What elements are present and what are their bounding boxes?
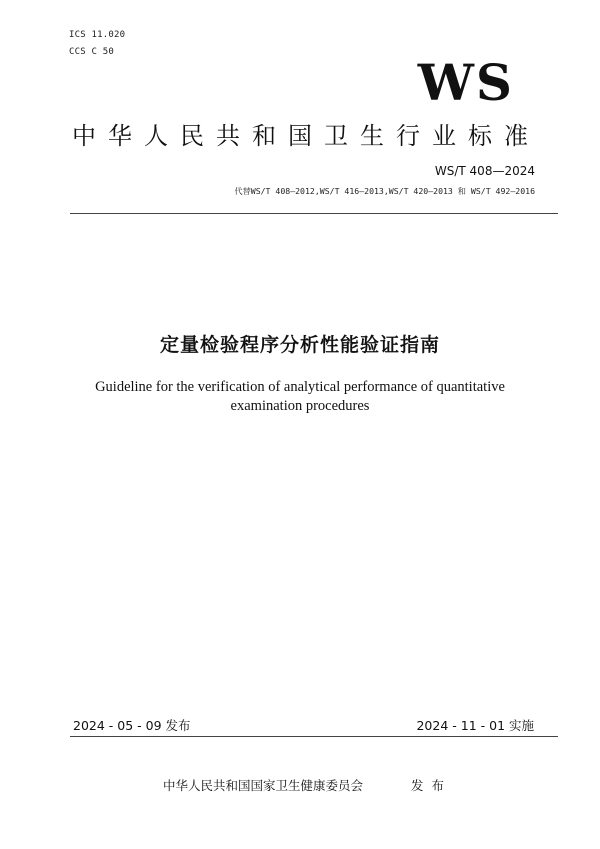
publisher: 中华人民共和国国家卫生健康委员会 xyxy=(163,778,364,793)
standard-category: 中华人民共和国卫生行业标准 xyxy=(72,122,540,150)
issue-date: 2024 - 05 - 09 发布 xyxy=(73,718,191,733)
ccs-code: CCS C 50 xyxy=(69,47,114,57)
effective-date: 2024 - 11 - 01 实施 xyxy=(416,718,534,733)
replaces-note: 代替WS/T 408—2012,WS/T 416—2013,WS/T 420—2013 和 WS/T 492—2016 xyxy=(234,186,535,196)
bottom-divider xyxy=(70,736,558,737)
document-title-cn: 定量检验程序分析性能验证指南 xyxy=(159,334,440,356)
standard-number: WS/T 408—2024 xyxy=(434,164,535,178)
top-divider xyxy=(70,213,558,214)
document-title-en: Guideline for the verification of analytical performance of quantitative examination procedures xyxy=(95,379,505,414)
ws-logo: WS xyxy=(417,53,514,112)
ics-code: ICS 11.020 xyxy=(69,30,126,40)
publish-label: 发布 xyxy=(411,778,453,793)
